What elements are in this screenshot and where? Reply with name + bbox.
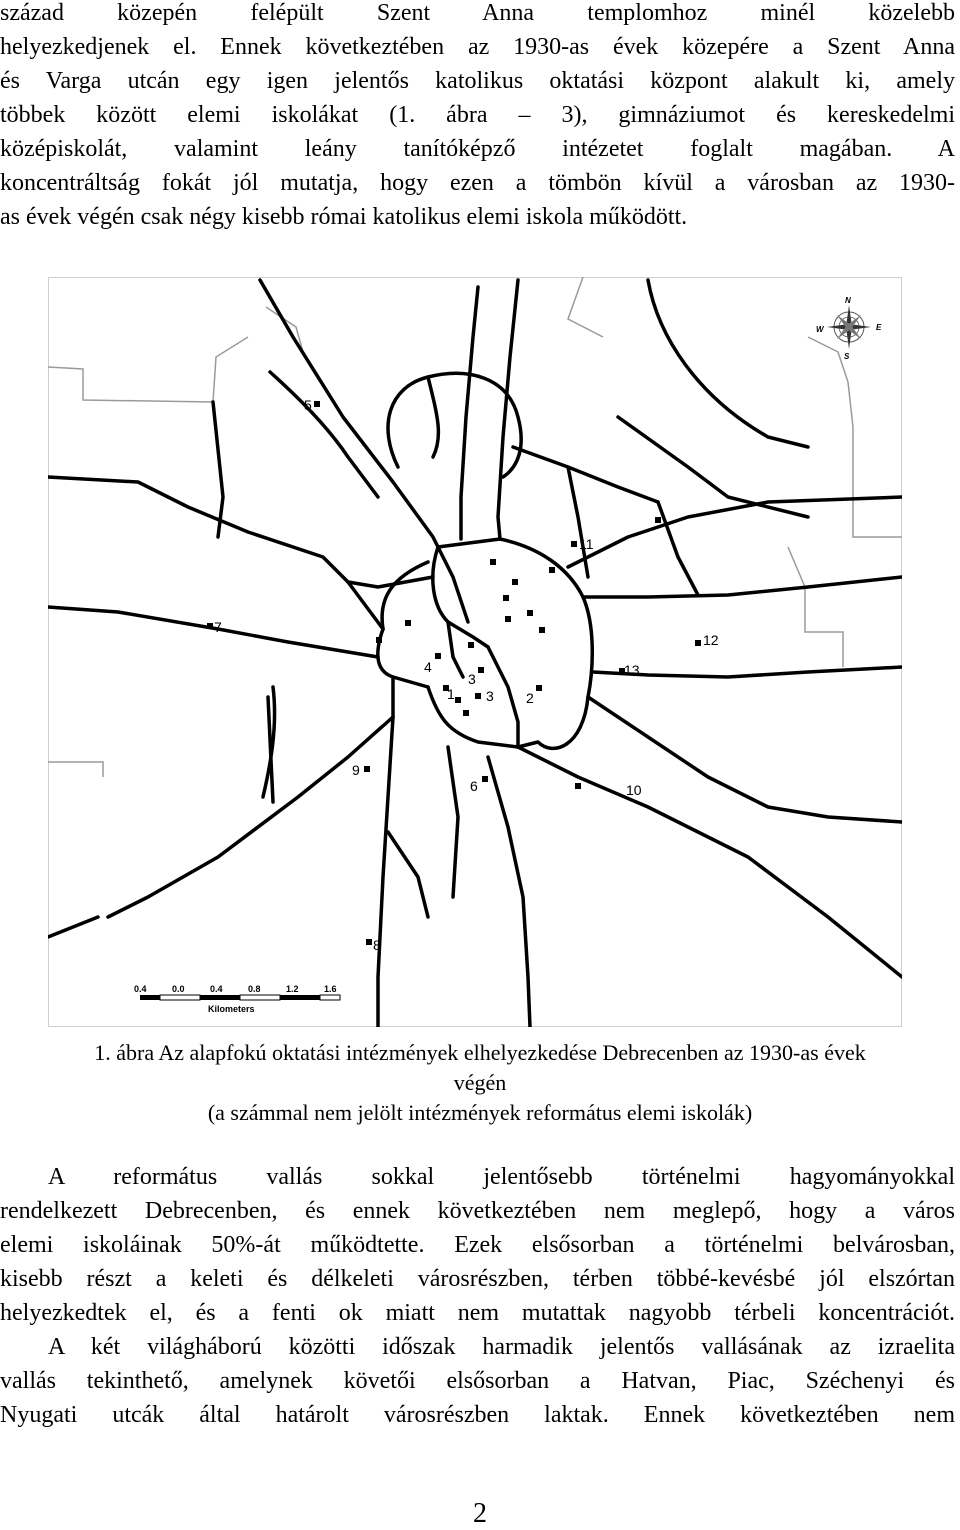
reformed-school-marker [503,595,509,601]
reformed-school-marker [549,567,555,573]
scale-tick: 0.8 [248,984,261,994]
school-label: 3 [486,688,494,704]
school-marker [695,640,701,646]
school-marker [207,623,213,629]
paragraph-2 [0,1160,955,1330]
text-line: Nyugati utcák által határolt városrészben laktak. Ennek következtében nem [0,1402,955,1428]
text-line: helyezkedtek el, és a fenti ok miatt nem mutattak nagyobb térbeli koncentrációt. [0,1300,955,1326]
reformed-school-marker [405,620,411,626]
school-label: 12 [703,632,719,648]
compass-west-label: W [816,325,824,334]
text-line: többek között elemi iskolákat (1. ábra – 3), gimnáziumot és kereskedelmi [0,102,955,128]
text-line: A két világháború közötti időszak harmadik jelentős vallásának az izraelita [48,1334,955,1360]
page-number: 2 [473,1498,487,1529]
school-label: 5 [304,397,312,413]
school-marker [482,776,488,782]
caption-line: 1. ábra Az alapfokú oktatási intézmények elhelyezkedése Debrecenben az 1930-as évek [94,1040,866,1065]
school-label: 1 [447,686,455,702]
text-line: középiskolát, valamint leány tanítóképző intézetet foglalt magában. A [0,136,955,162]
school-marker [536,685,542,691]
paragraph-1 [0,0,955,234]
reformed-school-marker [527,610,533,616]
school-location-map [48,277,902,1027]
text-line: helyezkedjenek el. Ennek következtében az 1930-as évek közepére a Szent Anna [0,34,955,60]
reformed-school-marker [539,627,545,633]
text-line: A református vallás sokkal jelentősebb történelmi hagyományokkal [48,1164,955,1190]
school-marker [455,697,461,703]
school-marker [571,541,577,547]
compass-north-label: N [845,296,851,305]
scale-tick: 0.0 [172,984,185,994]
text-line: vallás tekinthető, amelynek követői elsősorban a Hatvan, Piac, Széchenyi és [0,1368,955,1394]
school-marker [575,783,581,789]
text-line: kisebb részt a keleti és délkeleti városrészben, térben többé-kevésbé jól elszórtan [0,1266,955,1292]
reformed-school-marker [505,616,511,622]
reformed-school-marker [376,637,382,643]
text-line: és Varga utcán egy igen jelentős katolikus oktatási központ alakult ki, amely [0,68,955,94]
reformed-school-marker [655,517,661,523]
school-label: 8 [373,937,381,953]
reformed-school-marker [490,559,496,565]
school-label: 11 [579,536,594,552]
scale-tick: 1.6 [324,984,337,994]
school-marker [366,939,372,945]
text-line: rendelkezett Debrecenben, és ennek következtében nem meglepő, hogy a város [0,1198,955,1224]
compass-south-label: S [844,352,850,361]
caption-line: végén [453,1070,507,1095]
reformed-school-marker [468,642,474,648]
school-label: 10 [626,782,642,798]
map-frame [49,278,902,1027]
school-label: 2 [526,690,534,706]
school-label: 6 [470,778,478,794]
text-line: század közepén felépült Szent Anna templomhoz minél közelebb [0,0,955,26]
school-label: 7 [214,619,222,635]
text-line: koncentráltság fokát jól mutatja, hogy ezen a tömbön kívül a városban az 1930- [0,170,955,196]
school-label: 3 [468,671,476,687]
school-marker [314,401,320,407]
school-label: 4 [424,659,432,675]
scale-tick: 0.4 [134,984,147,994]
reformed-school-marker [512,579,518,585]
school-label: 9 [352,762,360,778]
figure-caption [0,1038,960,1128]
school-marker [364,766,370,772]
school-marker [475,693,481,699]
scale-tick: 0.4 [210,984,223,994]
reformed-school-marker [463,710,469,716]
caption-line: (a számmal nem jelölt intézmények református elemi iskolák) [207,1100,753,1125]
scale-tick: 1.2 [286,984,299,994]
school-marker [478,667,484,673]
text-line: elemi iskoláinak 50%-át működtette. Ezek elsősorban a történelmi belvárosban, [0,1232,955,1258]
paragraph-3 [0,1330,955,1432]
compass-east-label: E [876,323,882,332]
school-marker [435,653,441,659]
text-line: as évek végén csak négy kisebb római katolikus elemi iskola működött. [0,204,688,230]
school-label: 13 [624,662,640,678]
scale-unit: Kilometers [208,1004,255,1014]
